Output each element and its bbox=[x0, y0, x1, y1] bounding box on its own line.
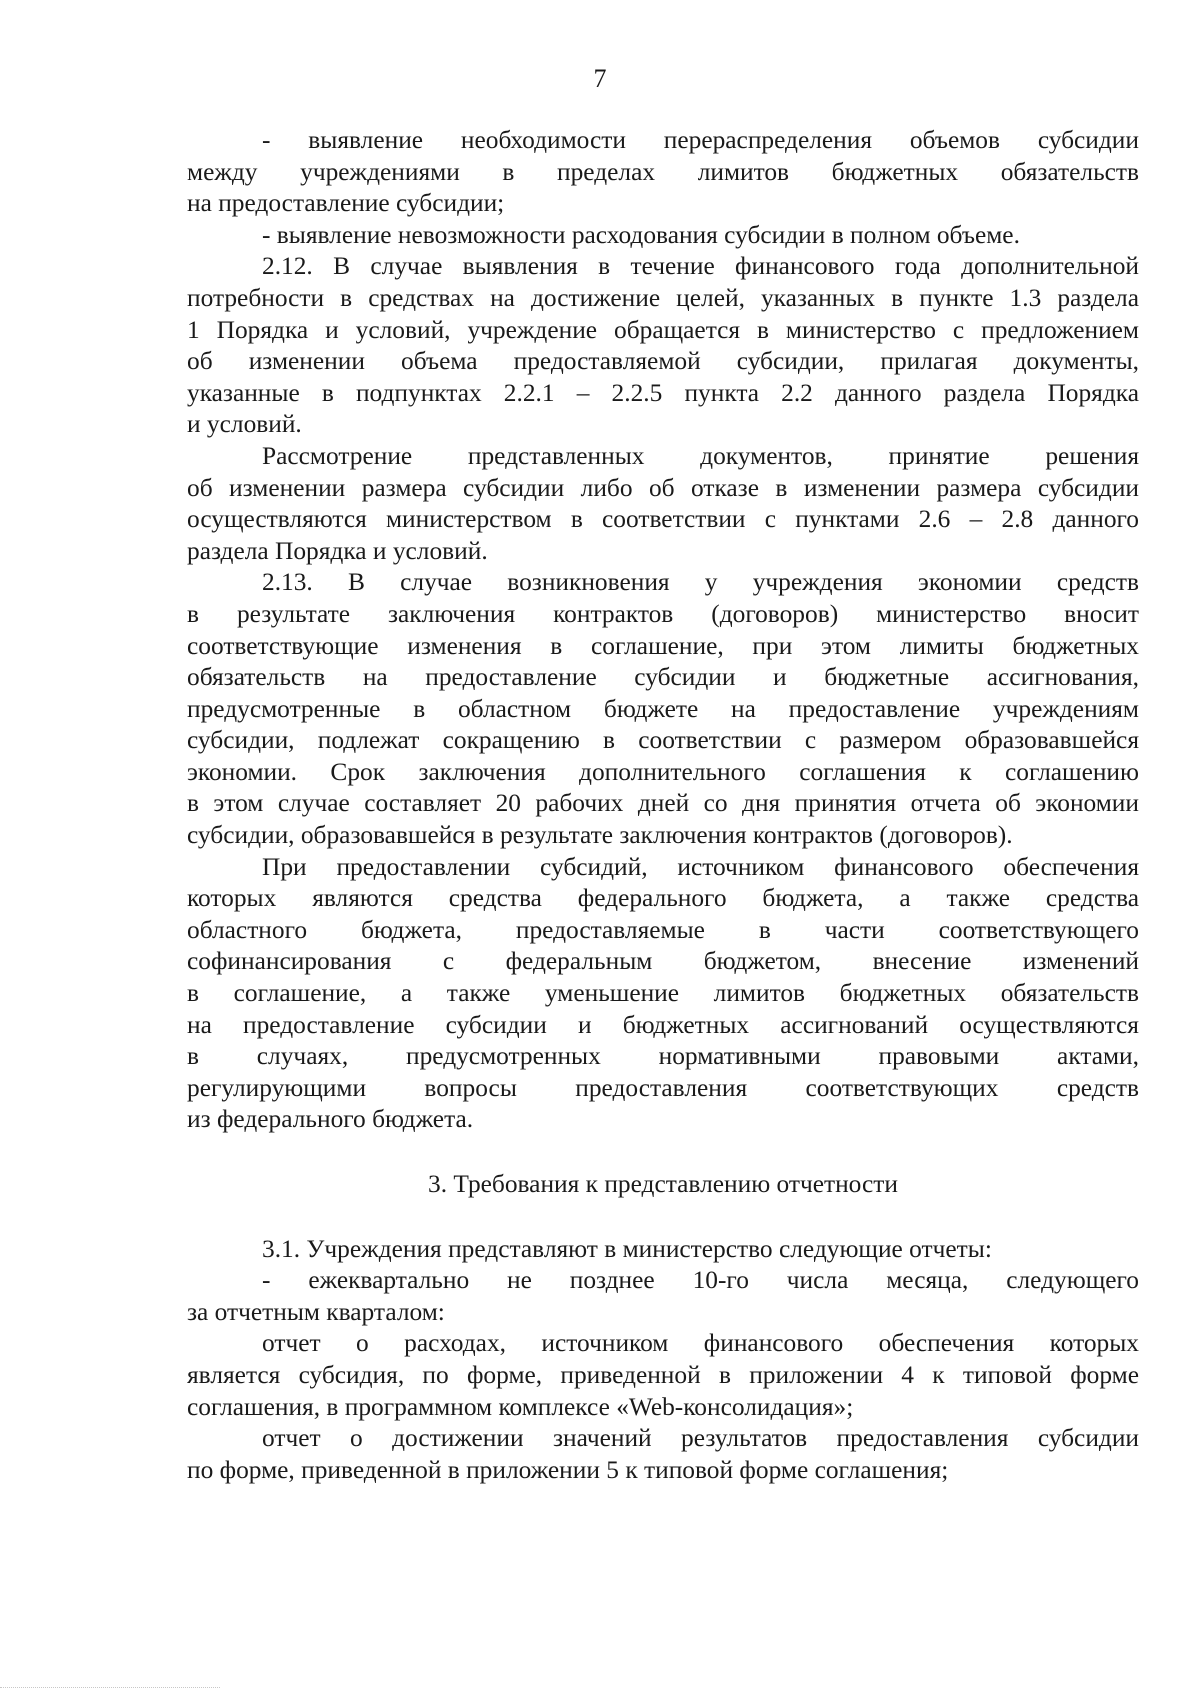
text-line: 3.1. Учреждения представляют в министерство следующие отчеты: bbox=[262, 1234, 992, 1263]
document-body bbox=[187, 125, 1139, 1486]
text-line: - выявление необходимости перераспределения объемов субсидии bbox=[262, 126, 1139, 154]
text-line: 2.12. В случае выявления в течение финансового года дополнительной bbox=[262, 252, 1139, 281]
text-line: об изменении размера субсидии либо об отказе в изменении размера субсидии bbox=[187, 473, 1139, 502]
text-line: 2.13. В случае возникновения у учреждения экономии средств bbox=[262, 568, 1139, 597]
section-heading: 3. Требования к представлению отчетности bbox=[428, 1170, 898, 1198]
text-line: в результате заключения контрактов (договоров) министерство вносит bbox=[187, 599, 1139, 628]
text-line: в соглашение, а также уменьшение лимитов бюджетных обязательств bbox=[187, 979, 1139, 1008]
text-line: указанные в подпунктах 2.2.1 – 2.2.5 пункта 2.2 данного раздела Порядка bbox=[187, 378, 1139, 407]
text-line: в случаях, предусмотренных нормативными правовыми актами, bbox=[187, 1042, 1139, 1071]
text-line: регулирующими вопросы предоставления соответствующих средств bbox=[187, 1073, 1139, 1102]
text-line: осуществляются министерством в соответствии с пунктами 2.6 – 2.8 данного bbox=[187, 505, 1139, 534]
text-line: на предоставление субсидии и бюджетных ассигнований осуществляются bbox=[187, 1010, 1139, 1039]
text-line: потребности в средствах на достижение целей, указанных в пункте 1.3 раздела bbox=[187, 283, 1139, 312]
text-line: является субсидия, по форме, приведенной в приложении 4 к типовой форме bbox=[187, 1360, 1139, 1389]
text-line: на предоставление субсидии; bbox=[187, 189, 505, 218]
page-number: 7 bbox=[593, 64, 607, 93]
text-line: в этом случае составляет 20 рабочих дней со дня принятия отчета об экономии bbox=[187, 789, 1139, 818]
text-line: софинансирования с федеральным бюджетом, внесение изменений bbox=[187, 947, 1139, 976]
text-line: - ежеквартально не позднее 10-го числа месяца, следующего bbox=[262, 1266, 1139, 1295]
text-line: отчет о расходах, источником финансового обеспечения которых bbox=[262, 1329, 1139, 1358]
text-line: об изменении объема предоставляемой субсидии, прилагая документы, bbox=[187, 347, 1139, 376]
scan-artifact bbox=[0, 1687, 220, 1691]
text-line: субсидии, образовавшейся в результате заключения контрактов (договоров). bbox=[187, 821, 1013, 850]
text-line: соглашения, в программном комплексе «Web-консолидация»; bbox=[187, 1392, 854, 1421]
text-line: соответствующие изменения в соглашение, при этом лимиты бюджетных bbox=[187, 631, 1139, 660]
text-line: При предоставлении субсидий, источником финансового обеспечения bbox=[262, 852, 1139, 881]
text-line: 1 Порядка и условий, учреждение обращается в министерство с предложением bbox=[187, 315, 1139, 344]
text-line: - выявление невозможности расходования субсидии в полном объеме. bbox=[262, 220, 1020, 249]
text-line: между учреждениями в пределах лимитов бюджетных обязательств bbox=[187, 157, 1139, 186]
text-line: предусмотренные в областном бюджете на предоставление учреждениям bbox=[187, 694, 1139, 723]
text-line: Рассмотрение представленных документов, принятие решения bbox=[262, 441, 1139, 470]
text-line: экономии. Срок заключения дополнительного соглашения к соглашению bbox=[187, 757, 1139, 786]
text-line: по форме, приведенной в приложении 5 к типовой форме соглашения; bbox=[187, 1455, 949, 1484]
text-line: субсидии, подлежат сокращению в соответствии с размером образовавшейся bbox=[187, 726, 1139, 755]
text-line: и условий. bbox=[187, 410, 302, 439]
text-line: раздела Порядка и условий. bbox=[187, 536, 488, 565]
text-line: за отчетным кварталом: bbox=[187, 1297, 445, 1326]
text-line: из федерального бюджета. bbox=[187, 1105, 474, 1134]
text-line: отчет о достижении значений результатов предоставления субсидии bbox=[262, 1424, 1139, 1453]
text-line: областного бюджета, предоставляемые в части соответствующего bbox=[187, 915, 1139, 944]
text-line: которых являются средства федерального бюджета, а также средства bbox=[187, 884, 1139, 913]
text-line: обязательств на предоставление субсидии и бюджетные ассигнования, bbox=[187, 663, 1139, 692]
